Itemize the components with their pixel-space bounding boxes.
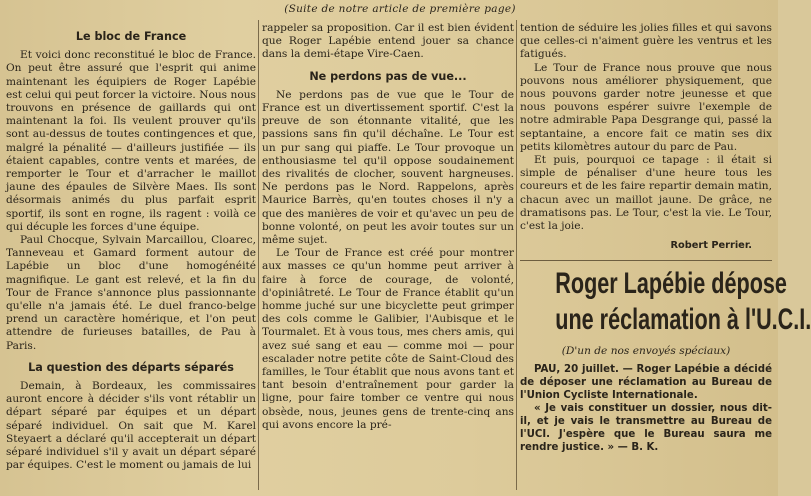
- section-heading: Ne perdons pas de vue...: [309, 69, 467, 83]
- column-rule: [258, 20, 259, 490]
- divider: [520, 260, 772, 261]
- column-rule: [516, 20, 517, 490]
- paragraph: Le Tour de France nous prouve que nous pouvons nous améliorer physiquement, que nous pouvons garder notre jeunesse et que nous pouvons espérer suivre l'exemple de notre admirable Papa Desgrange qui, passé la septantaine, a encore fait ce matin ses dix petits kilomètres autour du parc de Pau.: [520, 61, 772, 153]
- paragraph: rappeler sa proposition. Car il est bien évident que Roger Lapébie entend jouer sa chance dans la demi-étape Vire-Caen.: [262, 22, 514, 61]
- headline-line-2: une réclamation à l'U.C.I.: [555, 303, 811, 337]
- section-heading: Le bloc de France: [75, 30, 187, 43]
- continuation-note: (Suite de notre article de première page): [284, 3, 516, 15]
- column-1: [6, 22, 256, 492]
- paragraph: Et puis, pourquoi ce tapage : il était si simple de pénaliser d'une heure tous les coureurs et de les faire repartir demain matin, chacun avec un maillot jaune. De grâce, ne dramatisons pas. Le Tour, c'est la vie. Le Tour, c'est la joie.: [520, 154, 772, 233]
- byline-note: (D'un de nos envoyés spéciaux): [561, 345, 731, 358]
- paragraph: Ne perdons pas de vue que le Tour de France est un divertissement sportif. C'est la preuve de son étonnante vitalité, que les passions sans fin qu'il déchaîne. Le Tour est un pur sang qui piaffe. Le Tour provoque un enthousiasme tel qu'il oppose soudainement des rivalités de clocher, souvent hargneuses. Ne perdons pas le Nord. Rappelons, après Maurice Barrès, qu'en toutes choses il n'y a que des manières de voir et qu'avec un peu de bonne volonté, on peut les avoir toutes sur un même sujet.: [262, 88, 514, 247]
- section-heading: La question des départs séparés: [28, 360, 234, 374]
- dispatch-paragraph: « Je vais constituer un dossier, nous dit-il, et je vais le transmettre au Bureau de l'UCI. J'espère que le Bureau saura me rendre justice. » — B. K.: [520, 402, 772, 453]
- paragraph: Paul Chocque, Sylvain Marcaillou, Cloarec, Tanneveau et Gamard forment autour de Lapébie un bloc d'une homogénéité magnifique. Le gant est relevé, et la fin du Tour de France s'annonce plus passionnante qu'elle n'a jamais été. Le duel franco-belge prend un caractère homérique, et l'on peut attendre de furieuses batailles, de Pau à Paris.: [6, 234, 256, 352]
- headline-line-1: Roger Lapébie dépose: [555, 267, 787, 301]
- paragraph: Demain, à Bordeaux, les commissaires auront encore à décider s'ils vont rétablir un départ séparé par équipes et un départ séparé individuel. On sait que M. Karel Steyaert a déclaré qu'il accepterait un départ séparé individuel s'il y avait un départ séparé par équipes. C'est le moment ou jamais de lui: [6, 380, 256, 472]
- paragraph: Le Tour de France est créé pour montrer aux masses ce qu'un homme peut arriver à faire à force de courage, de volonté, d'opiniâtreté. Le Tour de France établit qu'un homme juché sur une bicyclette peut grimper des cols comme le Galibier, l'Aubisque et le Tourmalet. Et à vous tous, mes chers amis, qui avez sué sang et eau — comme moi — pour escalader notre petite côte de Saint-Cloud des familles, le Tour établit que nous avons tant et tant besoin d'entraînement pour garder la ligne, pour faire tomber ce ventre qui nous obsède, nous, jeunes gens de trente-cinq ans qui avons encore la pré-: [262, 247, 514, 431]
- paragraph: tention de séduire les jolies filles et qui savons que celles-ci n'aiment guère les ventrus et les fatigués.: [520, 22, 772, 61]
- author-signature: Robert Perrier.: [670, 240, 752, 252]
- column-3: [520, 22, 811, 492]
- paragraph: Et voici donc reconstitué le bloc de France. On peut être assuré que l'esprit qui anime maintenant les équipiers de Roger Lapébie est celui qui peut forcer la victoire. Nous nous trouvons en présence de gaillards qui ont maintenant la foi. Ils veulent prouver qu'ils sont au-dessus de toutes contingences et que, malgré la pénalité — d'ailleurs justifiée — ils étaient capables, contre vents et marées, de remporter le Tour et d'arracher le maillot jaune des épaules de Silvère Maes. Ils sont désormais animés du plus parfait esprit sportif, ils sont en rogne, ils ragent : voilà ce qui décuple les forces d'une équipe.: [6, 49, 256, 233]
- column-2: [262, 22, 514, 492]
- dispatch-paragraph: PAU, 20 juillet. — Roger Lapébie a décidé de déposer une réclamation au Bureau de l'Union Cycliste Internationale.: [520, 363, 772, 401]
